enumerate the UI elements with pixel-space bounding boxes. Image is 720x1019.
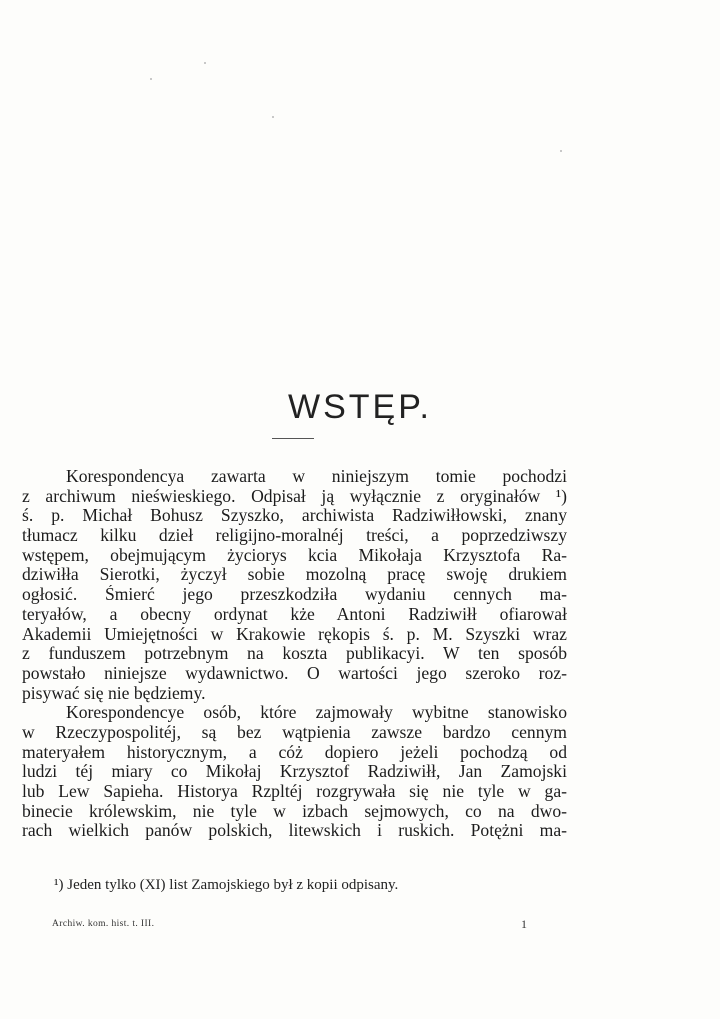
text-line: w Rzeczypospolitéj, są bez wątpienia zawsze bardzo cennym — [22, 722, 567, 742]
text-line: rach wielkich panów polskich, litewskich i ruskich. Potężni ma- — [22, 821, 567, 841]
text-line: z funduszem potrzebnym na koszta publikacyi. W ten sposób — [22, 644, 567, 664]
paper-speck — [272, 116, 274, 118]
paper-speck — [560, 150, 562, 152]
text-line: ogłosić. Śmierć jego przeszkodziła wydaniu cennych ma- — [22, 585, 567, 605]
text-line: binecie królewskim, nie tyle w izbach sejmowych, co na dwo- — [22, 801, 567, 821]
text-line: materyałem historycznym, a cóż dopiero jeżeli pochodzą od — [22, 742, 567, 762]
text-line: wstępem, obejmującym życiorys kcia Mikołaja Krzysztofa Ra- — [22, 545, 567, 565]
body-text — [22, 467, 567, 841]
text-line: Korespondencya zawarta w niniejszym tomie pochodzi — [66, 467, 567, 486]
text-line: teryałów, a obecny ordynat kże Antoni Radziwiłł ofiarował — [22, 604, 567, 624]
paper-speck — [204, 62, 206, 64]
printer-signature-mark: Archiw. kom. hist. t. III. — [52, 919, 155, 929]
paper-speck — [150, 78, 152, 80]
text-line: ś. p. Michał Bohusz Szyszko, archiwista Radziwiłłowski, znany — [22, 506, 567, 526]
text-line: ludzi téj miary co Mikołaj Krzysztof Radziwiłł, Jan Zamojski — [22, 762, 567, 782]
text-line: Korespondencye osób, które zajmowały wybitne stanowisko — [66, 703, 567, 723]
sheet-number: 1 — [521, 917, 527, 931]
text-line: z archiwum nieświeskiego. Odpisał ją wyłącznie z oryginałów ¹) — [22, 486, 567, 506]
text-line: tłumacz kilku dzieł religijno-moralnéj treści, a poprzedziwszy — [22, 526, 567, 546]
page-title: WSTĘP. — [288, 388, 432, 426]
footnote: ¹) Jeden tylko (XI) list Zamojskiego był z kopii odpisany. — [54, 877, 399, 893]
text-line: powstało niniejsze wydawnictwo. O wartości jego szeroko roz- — [22, 663, 567, 683]
text-line: lub Lew Sapieha. Historya Rzpltéj rozgrywała się nie tyle w ga- — [22, 782, 567, 801]
text-line: pisywać się nie będziemy. — [22, 683, 206, 703]
title-rule — [272, 438, 314, 439]
text-line: dziwiłła Sierotki, życzył sobie mozolną pracę swoję drukiem — [22, 565, 567, 585]
text-line: Akademii Umiejętności w Krakowie rękopis ś. p. M. Szyszki wraz — [22, 624, 567, 644]
